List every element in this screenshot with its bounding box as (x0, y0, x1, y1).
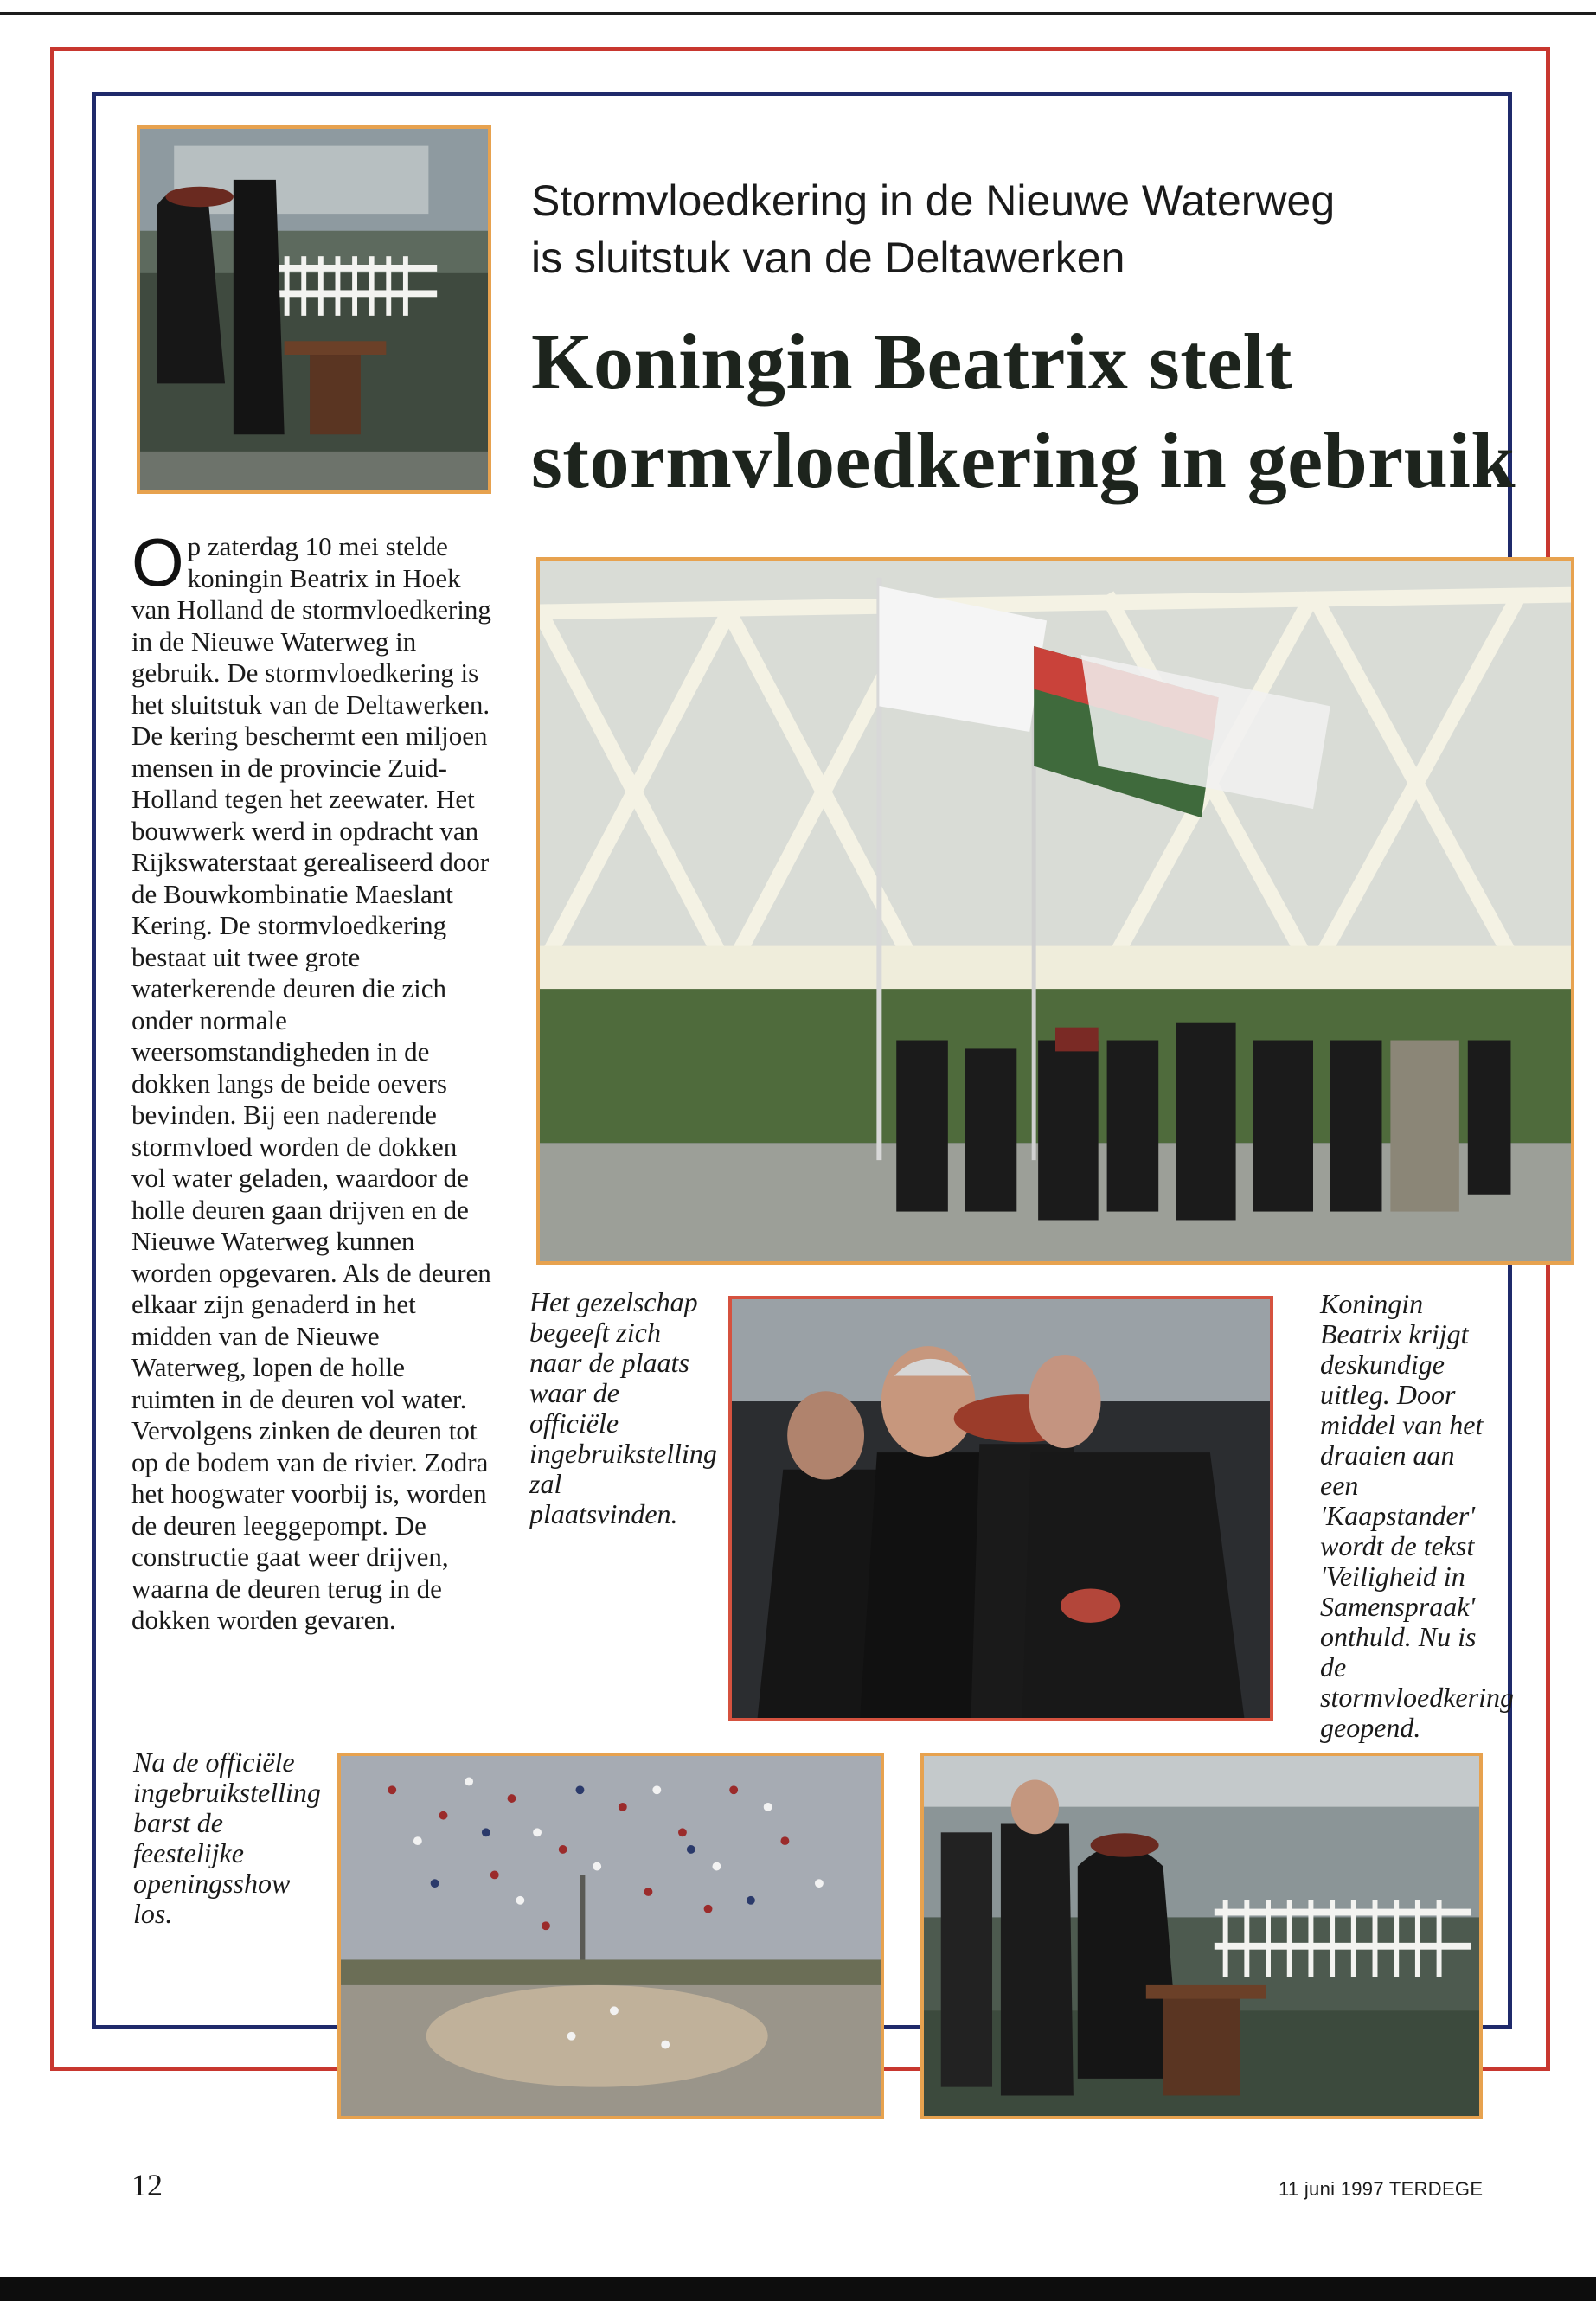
caption-uitleg: Koningin Beatrix krijgt deskundige uitleg. Door middel van het draaien aan een 'Kaapstander' wordt de tekst 'Veiligheid in Samenspraak' onthuld. Nu is de stormvloedkering geopend. (1320, 1288, 1514, 1743)
page-number: 12 (131, 2168, 163, 2202)
article-body-text: p zaterdag 10 mei stelde koningin Beatrix in Hoek van Holland de stormvloedkering in de Nieuwe Waterweg in gebruik. De stormvloedkering is het sluitstuk van de Deltawerken. De kering beschermt een miljoen mensen in de provincie Zuid-Holland tegen het zeewater. Het bouwwerk werd in opdracht van Rijkswaterstaat gerealiseerd door de Bouwkombinatie Maeslant Kering. De stormvloedkering bestaat uit twee grote waterkerende deuren die zich onder normale weersomstandigheden in de dokken langs de beide oevers bevinden. Bij een naderende stormvloed worden de dokken vol water geladen, waardoor de holle deuren gaan drijven en de Nieuwe Waterweg kunnen worden opgevaren. Als de deuren elkaar zijn genaderd in het midden van de Nieuwe Waterweg, lopen de holle ruimten in de deuren vol water. Vervolgens zinken de deuren tot op de bodem van de rivier. Zodra het hoogwater voorbij is, worden de deuren leeggepompt. De constructie gaat weer drijven, waarna de deuren terug in de dokken worden gevaren. (131, 531, 491, 1635)
photo-queen-explanation (728, 1296, 1273, 1721)
subtitle-line-2: is sluitstuk van de Deltawerken (531, 234, 1125, 282)
caption-openingsshow: Na de officiële ingebruikstelling barst de feestelijke openingsshow los. (133, 1747, 321, 1929)
subtitle-line-1: Stormvloedkering in de Nieuwe Waterweg (531, 176, 1336, 225)
photo-delegation-barrier (536, 557, 1574, 1265)
photo-queen-capstan-small (137, 125, 491, 494)
headline-line-2: stormvloedkering in gebruik (531, 416, 1516, 504)
article-dropcap: O (131, 524, 184, 600)
photo-queen-capstan-large (920, 1753, 1483, 2119)
article-body (131, 524, 493, 1637)
top-rule (0, 12, 1596, 15)
photo-balloons-openingsshow (337, 1753, 884, 2119)
bottom-bar (0, 2277, 1596, 2301)
caption-gezelschap: Het gezelschap begeeft zich naar de plaats waar de officiële ingebruikstelling zal plaatsvinden. (529, 1286, 717, 1529)
headline-line-1: Koningin Beatrix stelt (531, 317, 1292, 406)
issue-date: 11 juni 1997 TERDEGE (1279, 2178, 1484, 2200)
